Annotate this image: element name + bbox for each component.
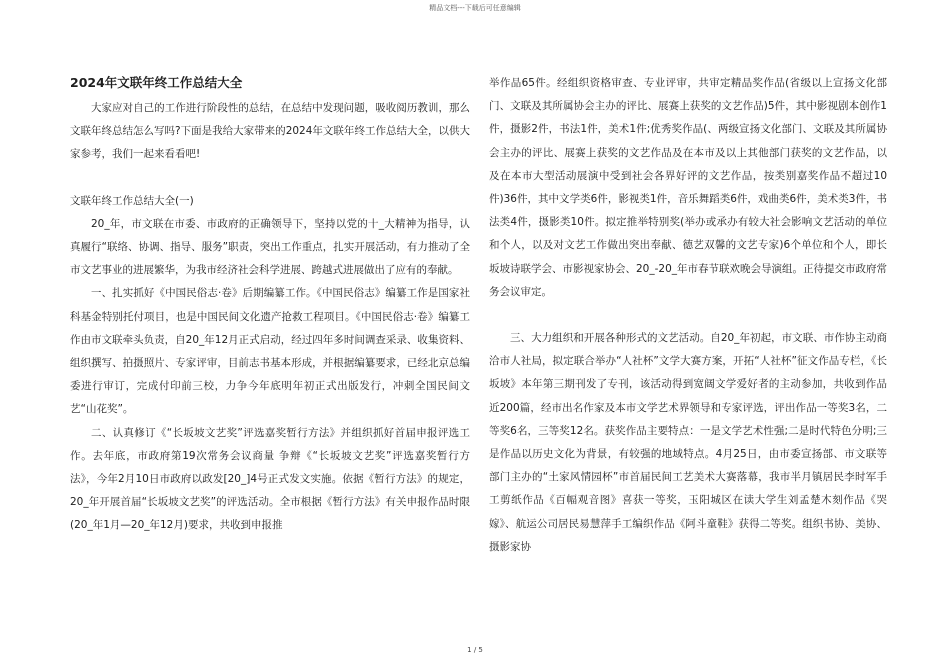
section-heading: 文联年终工作总结大全(一) [70, 194, 194, 207]
intro-paragraph: 大家应对自己的工作进行阶段性的总结，在总结中发现问题，吸收阅历教训，那么文联年终总结怎么写吗?下面是我给大家带来的2024年文联年终工作总结大全，以供大家参考，我们一起来看看吧! [70, 102, 470, 161]
paragraph-2: 一、扎实抓好《中国民俗志·卷》后期编纂工作。《中国民俗志》编纂工作是国家社科基金特别托付项目，也是中国民间文化遗产抢救工程项目。《中国民俗志·卷》编纂工作由市文联牵头负责，自20_年12月正式启动，经过四年多时间调查采录、收集资料、组织撰写、拍摄照片、专家评审，目前志书基本形成，并根据编纂要求，已经北京总编委进行审订，完成付印前三校，力争今年底明年初正式出版发行，冲刺全国民间文艺“山花奖”。 [70, 287, 470, 416]
page-number: 1 / 5 [467, 646, 483, 654]
left-column [70, 72, 470, 538]
right-column [489, 72, 887, 559]
document-title: 2024年文联年终工作总结大全 [70, 75, 243, 90]
spacer [70, 167, 470, 190]
page-header: 精品文档---下载后可任意编辑 [429, 4, 521, 12]
spacer [489, 304, 887, 327]
paragraph-1: 20_年，市文联在市委、市政府的正确领导下，坚持以党的十_大精神为指导，认真履行“联络、协调、指导、服务”职责，突出工作重点，扎实开展活动，有力推动了全市文艺事业的进展繁华，为我市经济社会科学进展、跨越式进展做出了应有的奉献。 [70, 217, 470, 277]
paragraph-3: 二、认真修订《“长坂坡文艺奖”评选嘉奖暂行方法》并组织抓好首届申报评选工作。去年底，市政府第19次常务会议商量 争辩《“长坂坡文艺奖”评选嘉奖暂行方法》，今年2月10日市政府以政发[20_]4号正式发文实施。依据《暂行方法》的规定，20_年开展首届“长坂坡文艺奖”的评选活动。全市根据《暂行方法》有关申报作品时限(20_年1月—20_年12月)要求，共收到申报推 [70, 426, 470, 532]
paragraph-3-continued: 举作品65件。经组织资格审查、专业评审，共审定精品奖作品(省级以上宣扬文化部门、文联及其所属协会主办的评比、展赛上获奖的文艺作品)5件，其中影视剧本创作1件，摄影2件，书法1件，美术1件;优秀奖作品(、两级宣扬文化部门、文联及其所属协会主办的评比、展赛上获奖的文艺作品及在本市及以上其他部门获奖的文艺作品，以及在本市大型活动展演中受到社会各界好评的文艺作品，按类别嘉奖作品不超过10件)36件，其中文学类6件，影视类1件，音乐舞蹈类6件，戏曲类6件，美术类3件，书法类4件，摄影类10件。拟定推举特别奖(举办或承办有较大社会影响文艺活动的单位和个人，以及对文艺工作做出突出奉献、德艺双馨的文艺专家)6个单位和个人，即长坂坡诗联学会、市影视家协会、20_-20_年市春节联欢晚会导演组。正待提交市政府常务会议审定。 [489, 77, 888, 298]
paragraph-4: 三、大力组织和开展各种形式的文艺活动。自20_年初起，市文联、市作协主动商洽市人社局，拟定联合举办“人社杯”文学大赛方案，开拓“人社杯”征文作品专栏，《长坂坡》本年第三期刊发了专刊，该活动得到宽阔文学爱好者的主动参加，共收到作品近200篇，经市出名作家及本市文学艺术界领导和专家评选，评出作品一等奖3名，二等奖6名，三等奖12名。获奖作品主要特点：一是文学艺术性强;二是时代特色分明;三是作品以历史文化为背景，有较强的地域特点。4月25日，由市委宣扬部、市文联等部门主办的“土家风情园杯”市首届民间工艺美术大赛落幕，我市半月镇居民李时军手工剪纸作品《百幅观音图》喜获一等奖，玉阳城区在读大学生刘孟楚木刻作品《哭嫁》、航运公司居民易慧萍手工编织作品《阿斗童鞋》获得二等奖。组织书协、美协、摄影家协 [489, 332, 887, 553]
